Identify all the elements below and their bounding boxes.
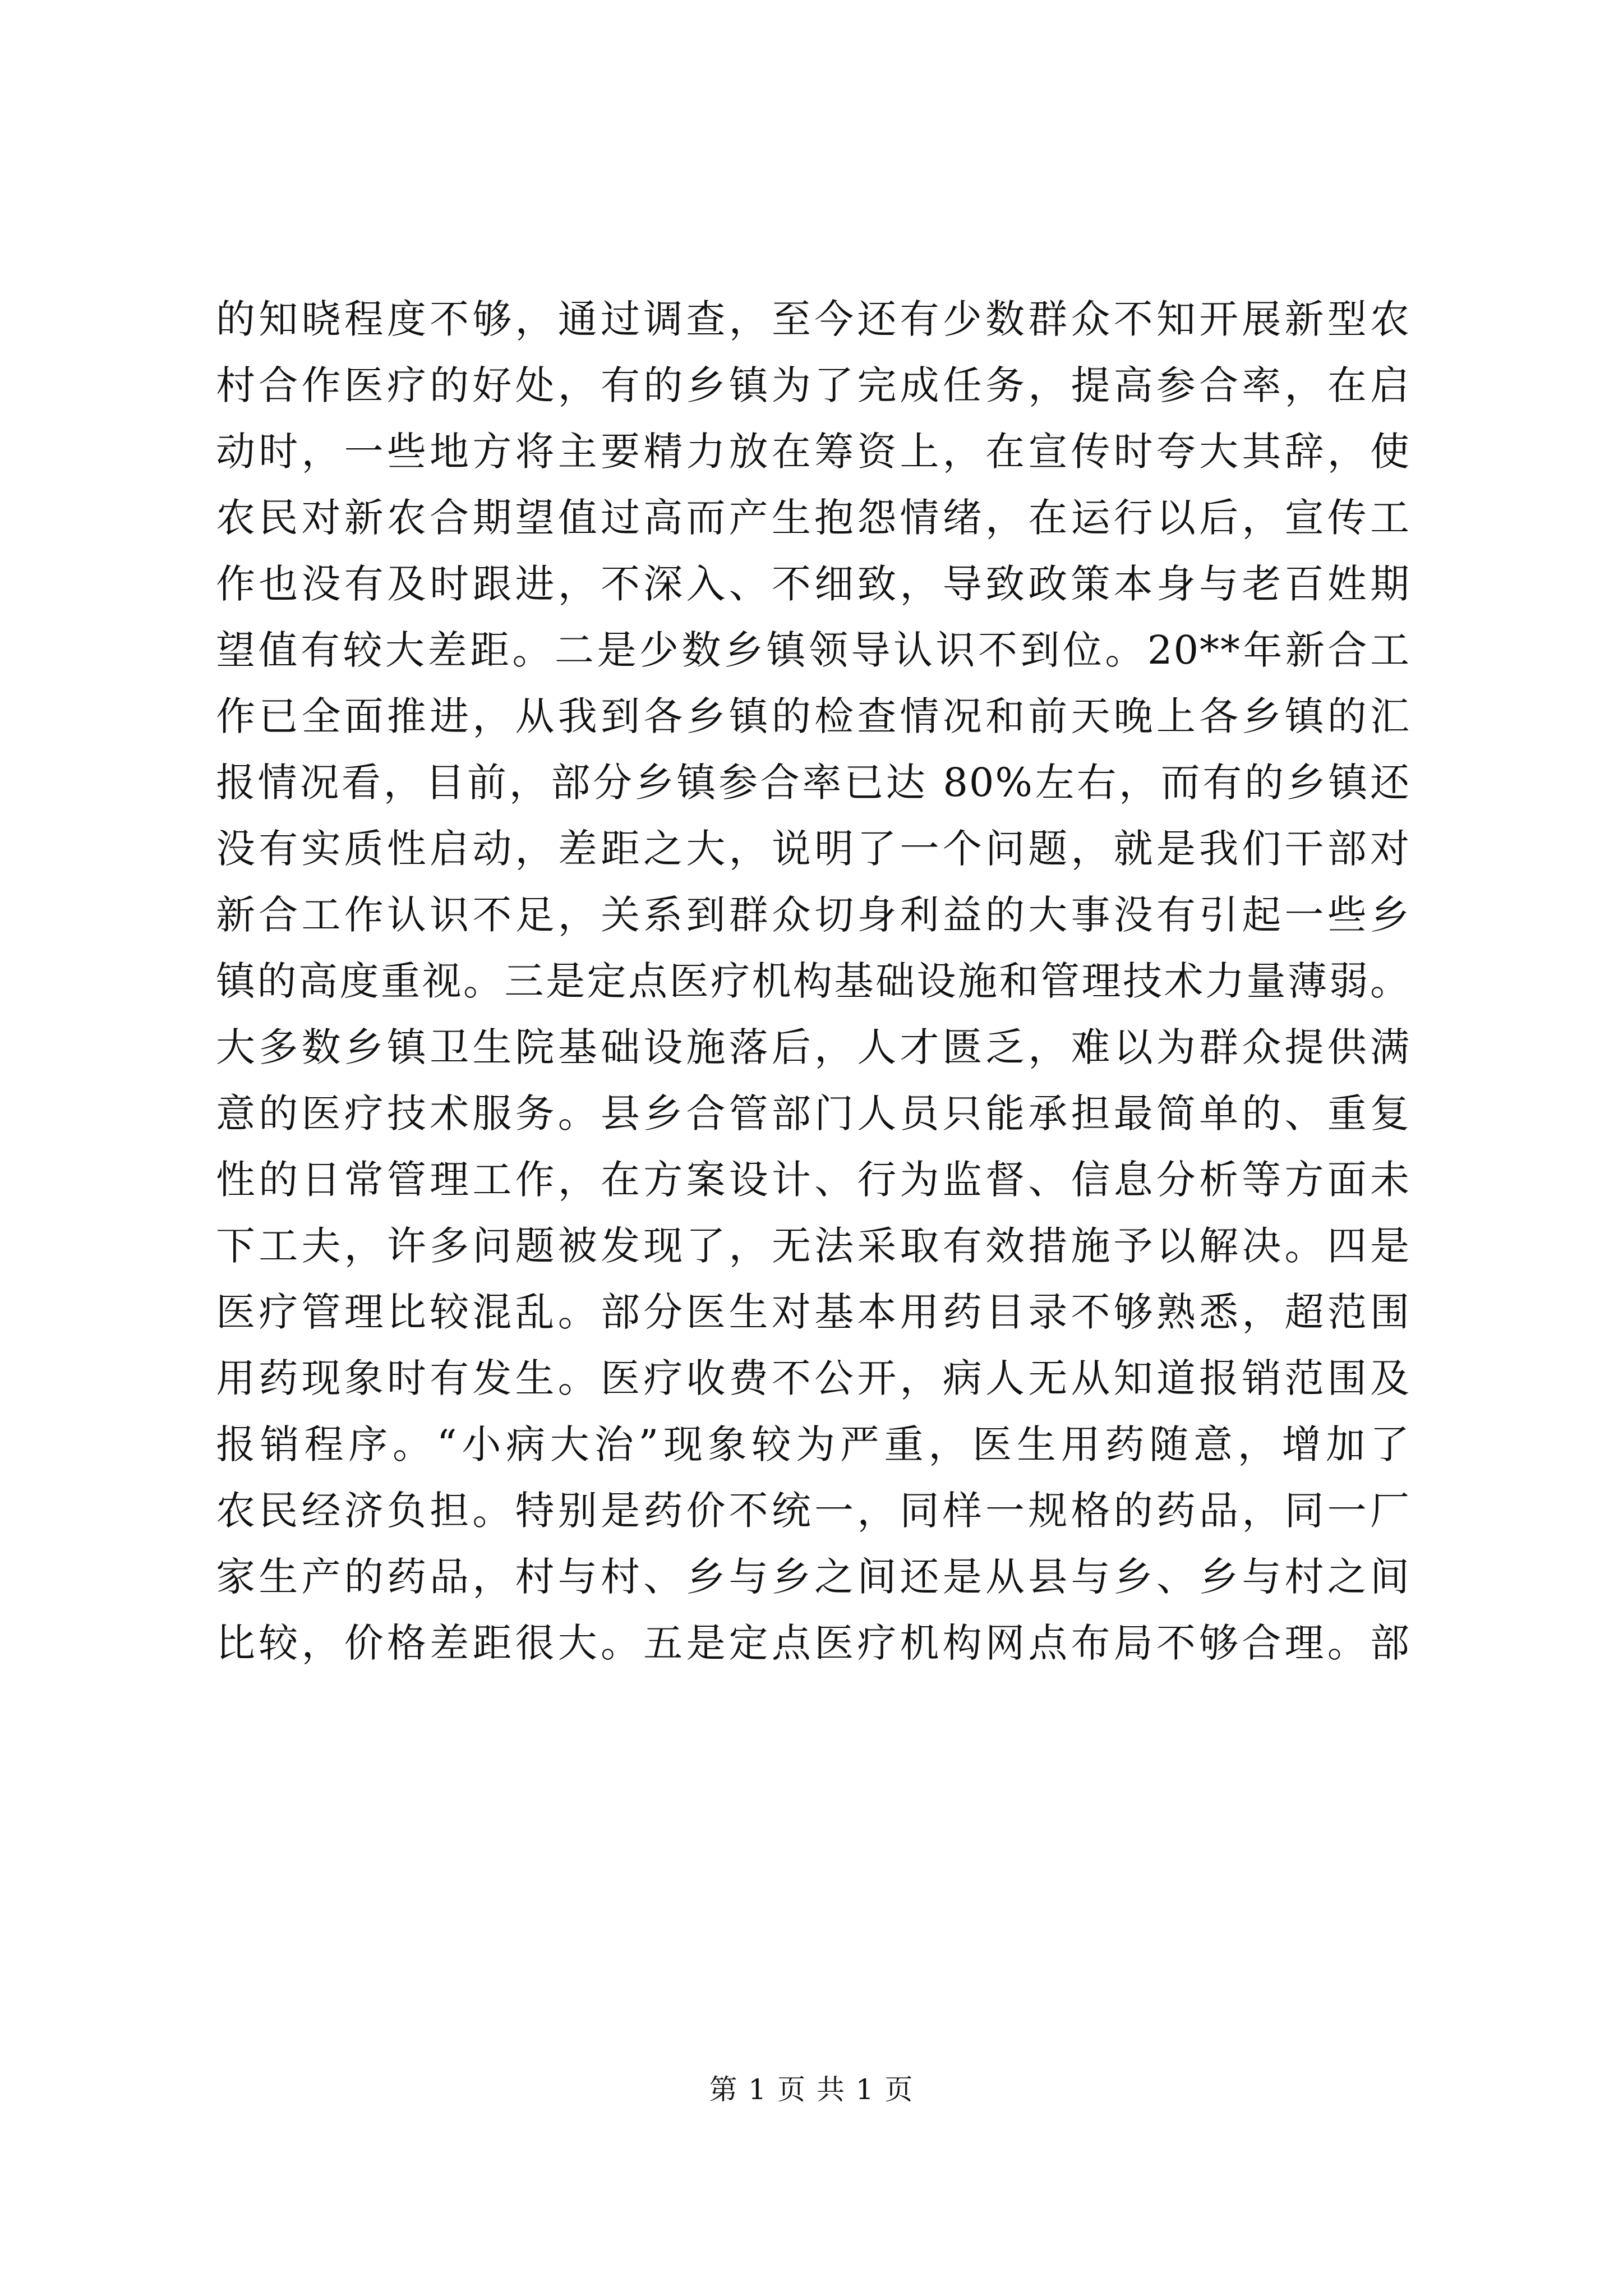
text-line: 镇的高度重视。三是定点医疗机构基础设施和管理技术力量薄弱。 <box>216 958 1410 1004</box>
text-line: 农民对新农合期望值过高而产生抱怨情绪，在运行以后，宣传工 <box>216 495 1410 541</box>
text-line: 没有实质性启动，差距之大，说明了一个问题，就是我们干部对 <box>216 826 1410 872</box>
text-line: 报情况看，目前，部分乡镇参合率已达 80%左右，而有的乡镇还 <box>216 760 1410 806</box>
text-line: 大多数乡镇卫生院基础设施落后，人才匮乏，难以为群众提供满 <box>216 1024 1410 1070</box>
text-line: 性的日常管理工作，在方案设计、行为监督、信息分析等方面未 <box>216 1157 1410 1203</box>
text-line: 用药现象时有发生。医疗收费不公开，病人无从知道报销范围及 <box>216 1355 1410 1401</box>
text-line: 比较，价格差距很大。五是定点医疗机构网点布局不够合理。部 <box>216 1620 1410 1666</box>
text-line: 家生产的药品，村与村、乡与乡之间还是从县与乡、乡与村之间 <box>216 1554 1410 1600</box>
text-line: 望值有较大差距。二是少数乡镇领导认识不到位。20**年新合工 <box>216 627 1410 673</box>
text-line: 作也没有及时跟进，不深入、不细致，导致政策本身与老百姓期 <box>216 561 1410 607</box>
text-line: 新合工作认识不足，关系到群众切身利益的大事没有引起一些乡 <box>216 892 1410 938</box>
text-line: 动时，一些地方将主要精力放在筹资上，在宣传时夸大其辞，使 <box>216 429 1410 475</box>
text-line: 报销程序。“小病大治”现象较为严重，医生用药随意，增加了 <box>216 1421 1410 1467</box>
text-line: 农民经济负担。特别是药价不统一，同样一规格的药品，同一厂 <box>216 1488 1410 1534</box>
text-line: 下工夫，许多问题被发现了，无法采取有效措施予以解决。四是 <box>216 1223 1410 1269</box>
text-line: 村合作医疗的好处，有的乡镇为了完成任务，提高参合率，在启 <box>216 362 1410 408</box>
text-line: 意的医疗技术服务。县乡合管部门人员只能承担最简单的、重复 <box>216 1091 1410 1137</box>
text-line: 作已全面推进，从我到各乡镇的检查情况和前天晚上各乡镇的汇 <box>216 693 1410 739</box>
text-line: 的知晓程度不够，通过调查，至今还有少数群众不知开展新型农 <box>216 296 1410 342</box>
body-text <box>216 286 1410 1676</box>
page-footer: 第 1 页 共 1 页 <box>709 2073 914 2106</box>
text-line: 医疗管理比较混乱。部分医生对基本用药目录不够熟悉，超范围 <box>216 1289 1410 1335</box>
